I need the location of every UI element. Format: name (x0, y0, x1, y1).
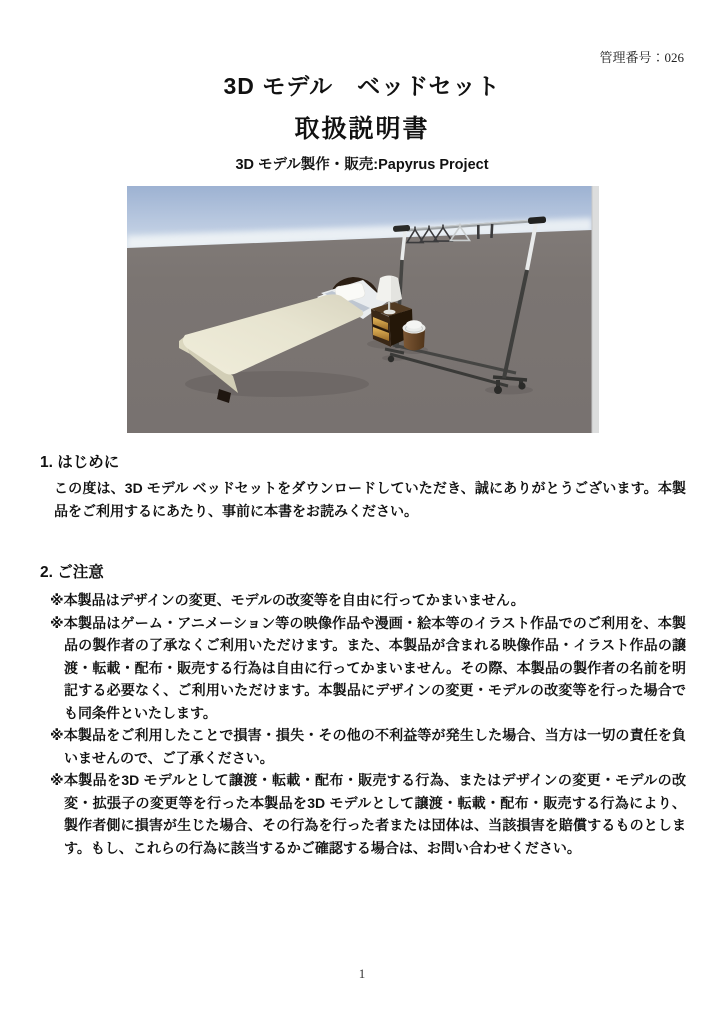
product-render-image (127, 186, 599, 433)
window-edge-strip (592, 186, 599, 433)
page-title: 3D モデル ベッドセット (223, 73, 501, 99)
intro-paragraph: この度は、3D モデル ベッドセットをダウンロードしていただき、誠にありがとうございます。本製品をご利用するにあたり、事前に本書をお読みください。 (54, 480, 686, 519)
ground (127, 230, 592, 433)
document-subtitle: 取扱説明書 (294, 115, 430, 143)
note-item: ※本製品はデザインの変更、モデルの改変等を自由に行ってかまいません。 (50, 592, 525, 608)
note-item: ※本製品はゲーム・アニメーション等の映像作品や漫画・絵本等のイラスト作品でのご利用を、本製品の製作者の了承なくご利用いただけます。また、本製品が含まれる映像作品・イラスト作品の譲渡・転載・配布・販売する行為は自由に行ってかまいません。その際、本製品の製作者の名前を明記する必要なく、ご利用いただけます。本製品にデザインの変更・モデルの改変等を行った場合でも同条件といたします。 (50, 614, 686, 721)
management-number: 管理番号：026 (599, 50, 684, 65)
bedset-3d-scene (127, 186, 599, 433)
waste-bin (403, 320, 426, 350)
note-item: ※本製品をご利用したことで損害・損失・その他の不利益等が発生した場合、当方は一切の責任を負いませんので、ご了承ください。 (50, 727, 686, 766)
maker-credit: 3D モデル製作・販売:Papyrus Project (235, 157, 489, 173)
page-number: 1 (358, 966, 366, 981)
note-item: ※本製品を3D モデルとして譲渡・転載・配布・販売する行為、またはデザインの変更・モデルの改変・拡張子の変更等を行った本製品を3D モデルとして譲渡・転載・配布・販売する行為により、製作者側に損害が生じた場合、その行為を行った者または団体は、当該損害を賠償するものとします。もし、これらの行為に該当するかご確認する場合は、お問い合わせください。 (50, 772, 686, 856)
notes-list (50, 589, 686, 859)
section-heading-notes: 2. ご注意 (40, 564, 104, 581)
section-heading-intro: 1. はじめに (40, 454, 120, 471)
